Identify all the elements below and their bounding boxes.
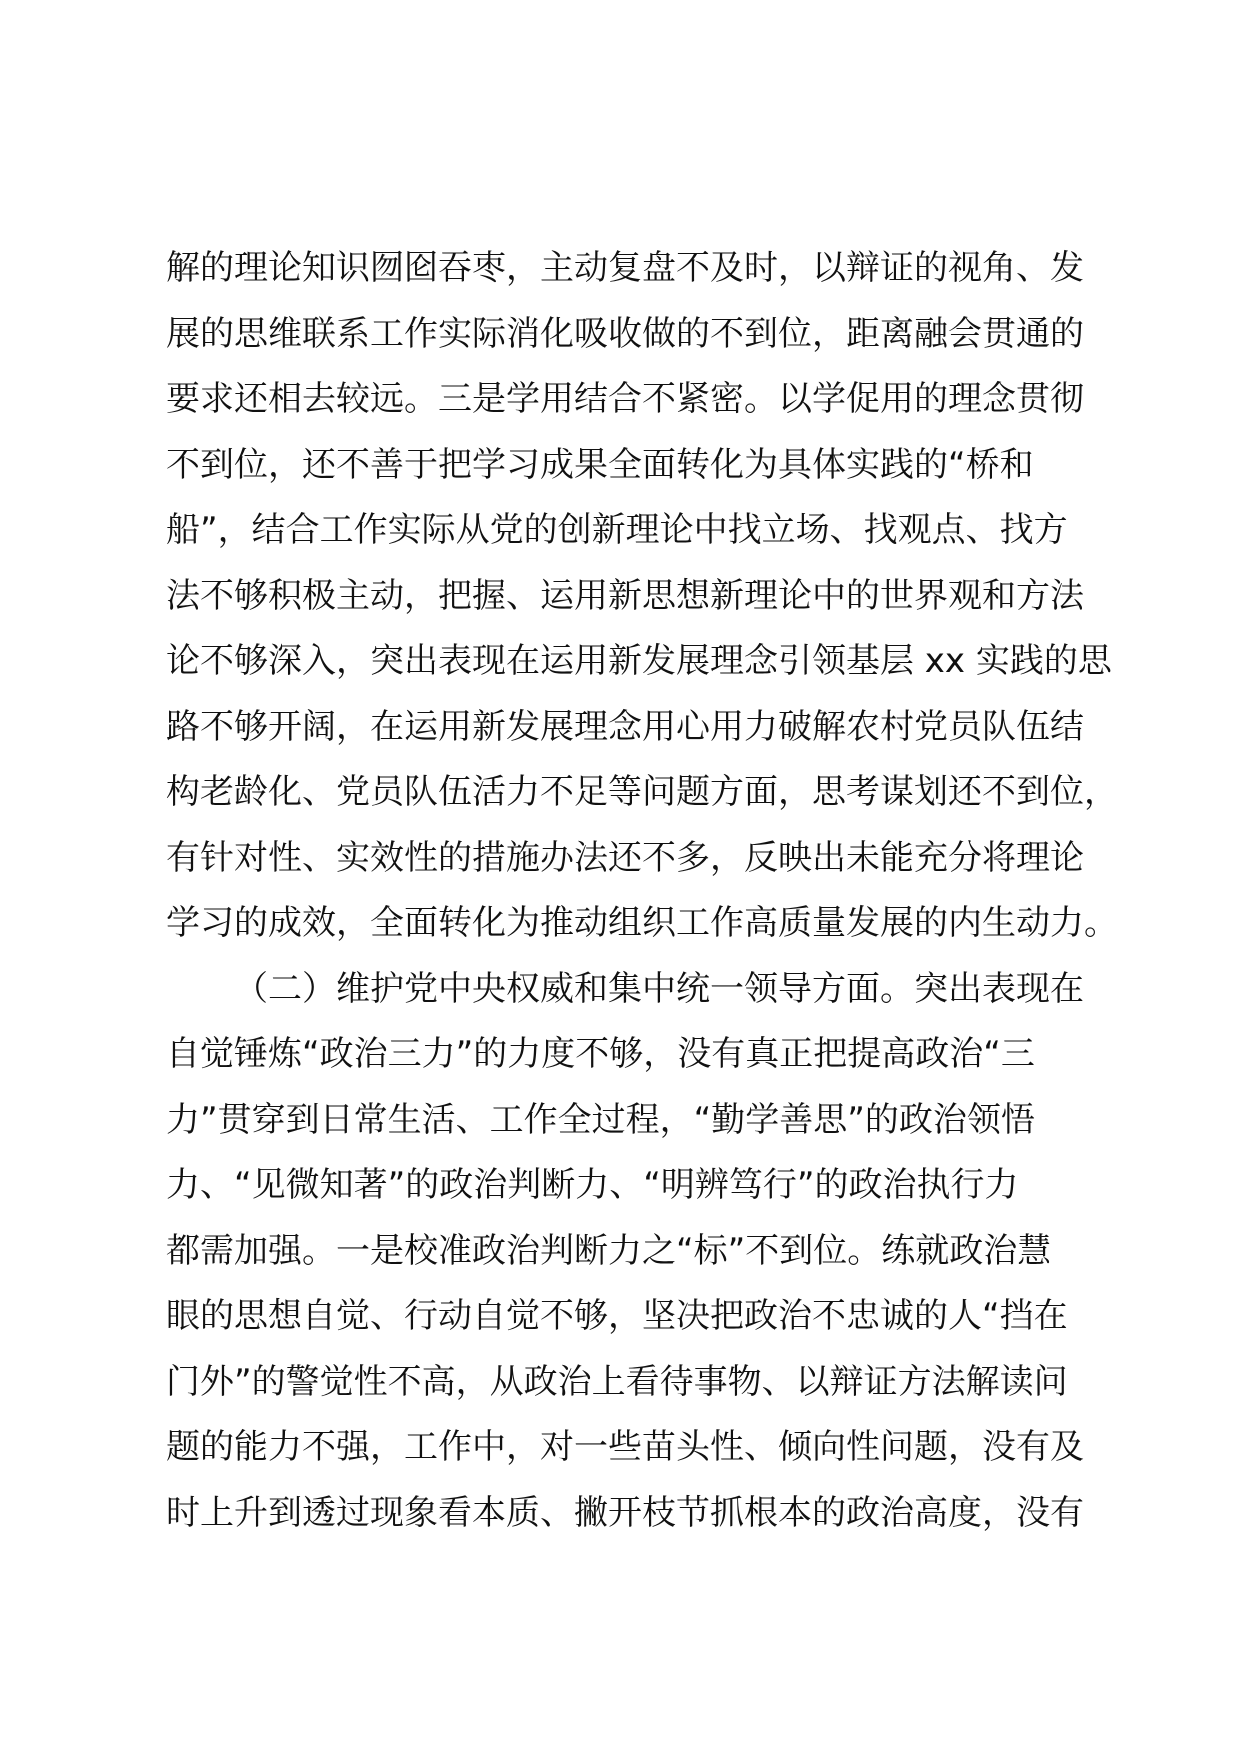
text-line: 力、“见微知著”的政治判断力、“明辨笃行”的政治执行力 — [166, 1165, 1019, 1205]
body-text — [166, 236, 1118, 1546]
text-line: 要求还相去较远。三是学用结合不紧密。以学促用的理念贯彻 — [166, 379, 1084, 419]
text-line: 法不够积极主动，把握、运用新思想新理论中的世界观和方法 — [166, 575, 1084, 616]
text-line: 题的能力不强，工作中，对一些苗头性、倾向性问题，没有及 — [166, 1427, 1084, 1467]
text-line: 时上升到透过现象看本质、撇开枝节抓根本的政治高度，没有 — [166, 1492, 1084, 1533]
text-line: 构老龄化、党员队伍活力不足等问题方面，思考谋划还不到位， — [166, 772, 1118, 812]
text-line: 有针对性、实效性的措施办法还不多，反映出未能充分将理论 — [166, 837, 1084, 878]
section-heading-line: （二）维护党中央权威和集中统一领导方面。突出表现在 — [234, 968, 1084, 1009]
text-line: 不到位，还不善于把学习成果全面转化为具体实践的“桥和 — [166, 444, 1034, 485]
text-line: 都需加强。一是校准政治判断力之“标”不到位。练就政治慧 — [166, 1230, 1052, 1271]
text-line: 路不够开阔，在运用新发展理念用心用力破解农村党员队伍结 — [166, 706, 1084, 747]
text-line: 论不够深入，突出表现在运用新发展理念引领基层 xx 实践的思 — [166, 641, 1112, 681]
text-line: 眼的思想自觉、行动自觉不够，坚决把政治不忠诚的人“挡在 — [166, 1296, 1068, 1336]
text-line: 力”贯穿到日常生活、工作全过程，“勤学善思”的政治领悟 — [166, 1099, 1035, 1140]
text-line: 解的理论知识囫囵吞枣，主动复盘不及时，以辩证的视角、发 — [166, 248, 1084, 288]
text-line: 自觉锤炼“政治三力”的力度不够，没有真正把提高政治“三 — [166, 1034, 1035, 1074]
text-line: 船”，结合工作实际从党的创新理论中找立场、找观点、找方 — [166, 510, 1068, 550]
text-line: 学习的成效，全面转化为推动组织工作高质量发展的内生动力。 — [166, 903, 1118, 943]
text-line: 展的思维联系工作实际消化吸收做的不到位，距离融会贯通的 — [166, 313, 1084, 354]
text-line: 门外”的警觉性不高，从政治上看待事物、以辩证方法解读问 — [166, 1361, 1068, 1402]
